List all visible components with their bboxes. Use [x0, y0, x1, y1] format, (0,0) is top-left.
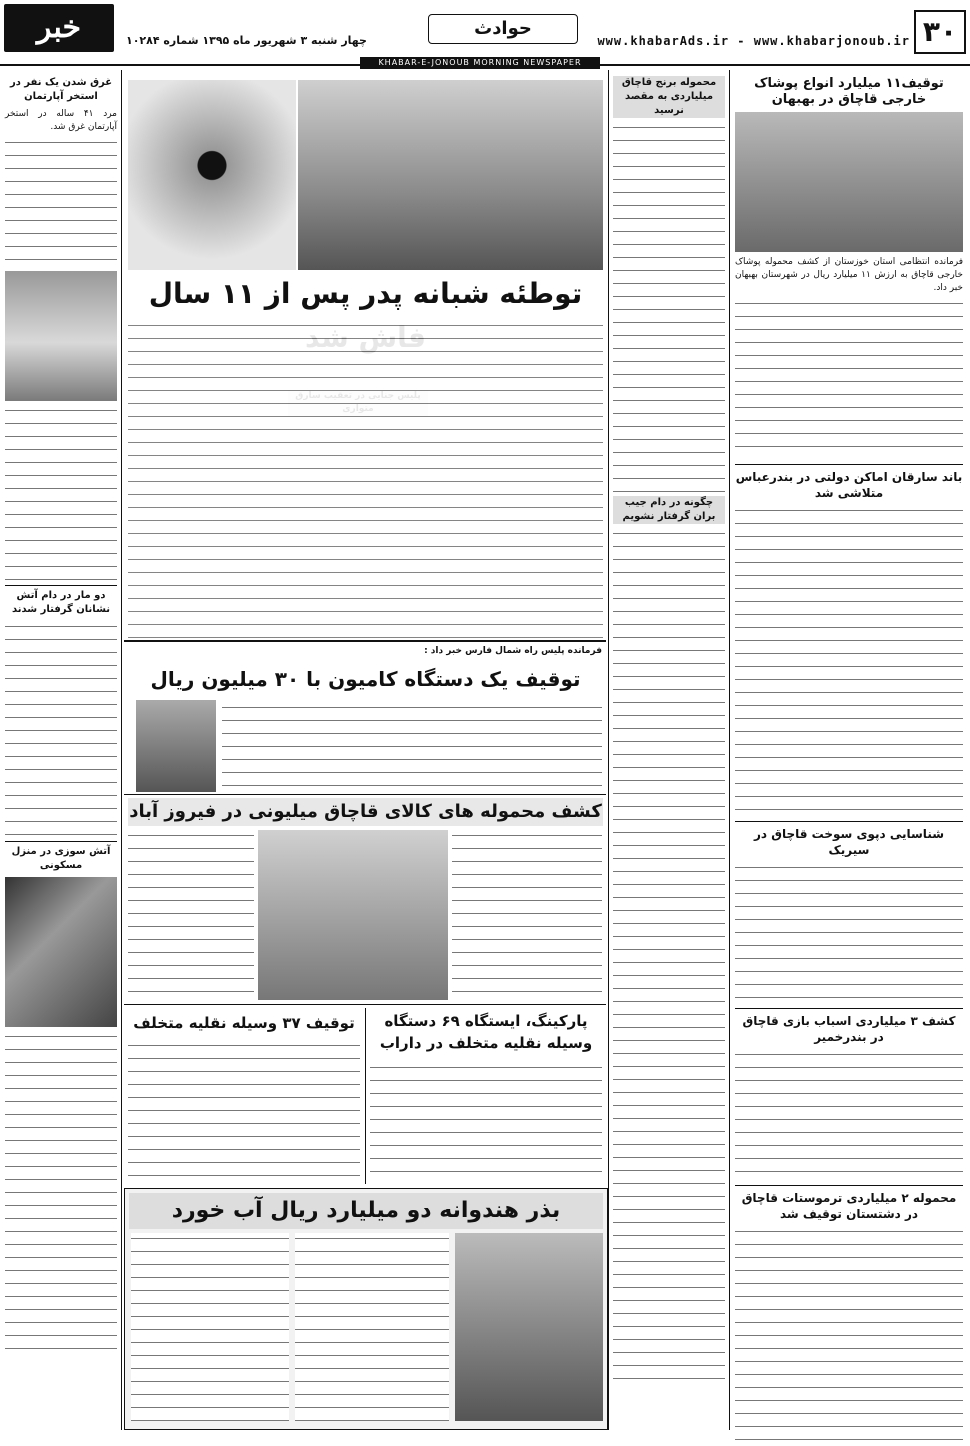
newspaper-subtitle: KHABAR-E-JONOUB MORNING NEWSPAPER [360, 57, 600, 69]
dateline: چهار شنبه ۳ شهریور ماه ۱۳۹۵ شماره ۱۰۲۸۴ [126, 34, 367, 47]
story5-title: محموله ۲ میلیاردی ترموستات قاچاق در دشتستان توقیف شد [735, 1185, 963, 1222]
suspects-photo [258, 830, 448, 1000]
main-text [128, 320, 603, 638]
section-divider [124, 640, 606, 642]
firuzabad-body-left [128, 830, 254, 1000]
story1-photo [735, 112, 963, 252]
left-title1: غرق شدن یک نفر در استخر آپارتمان [9, 77, 113, 102]
left-body1 [5, 137, 117, 267]
col2-body1 [613, 122, 725, 492]
column-divider [365, 1008, 366, 1184]
handcuff-photo [298, 80, 603, 270]
second-column [613, 76, 725, 1426]
watermelon-box [124, 1188, 608, 1430]
pool-photo [5, 271, 117, 401]
left-body1b [5, 405, 117, 585]
section-divider [124, 794, 606, 795]
column-divider [121, 70, 122, 1430]
watermelon-headline: بذر هندوانه دو میلیارد ریال آب خورد [129, 1193, 603, 1229]
col2-body2 [613, 528, 725, 1388]
story5-body [735, 1226, 963, 1446]
section-title: حوادث [428, 14, 578, 44]
left-body3 [5, 1031, 117, 1361]
left-lead1: مرد ۴۱ ساله در استخر آپارتمان غرق شد. [5, 109, 117, 132]
left-column [5, 76, 117, 1426]
fars-body [222, 702, 602, 792]
column-divider [729, 70, 730, 1430]
firuzabad-body-right [452, 830, 602, 1000]
police-commander-photo [136, 700, 216, 792]
watermelon-body-left [131, 1233, 289, 1421]
eghlid-body [128, 1040, 360, 1182]
story4-body [735, 1049, 963, 1179]
gun-photo [128, 80, 296, 270]
eghlid-headline: توقیف ۳۷ وسیله نقلیه متخلف [133, 1014, 355, 1032]
darab-headline: پارکینگ، ایستگاه ۶۹ دستگاه وسیله نقلیه متخلف در داراب [379, 1012, 593, 1052]
arrested-suspect-photo [455, 1233, 603, 1421]
fars-headline: توقیف یک دستگاه کامیون با ۳۰ میلیون ریال [150, 667, 581, 691]
col2-title1: محموله برنج قاچاق میلیاردی به مقصد نرسید [613, 76, 725, 118]
story2-body [735, 505, 963, 815]
site-url[interactable]: www.khabarAds.ir - www.khabarjonoub.ir [597, 34, 910, 48]
story1-body [735, 298, 963, 458]
masthead [0, 0, 970, 66]
story3-title: شناسایی دپوی سوخت قاچاق در سیریک [735, 821, 963, 858]
story2-title: باند سارقان اماکن دولتی در بندرعباس متلاشی شد [735, 464, 963, 501]
main-headline: توطئه شبانه پدر پس از ۱۱ سال [148, 277, 583, 310]
col2-title2: چگونه در دام جیب بران گرفتار نشویم [613, 496, 725, 524]
story3-body [735, 862, 963, 1002]
left-title3: آتش سوزی در منزل مسکونی [5, 841, 117, 873]
story1-title: توقیف۱۱ میلیارد انواع پوشاک خارجی قاچاق در بهبهان [754, 76, 944, 107]
firuzabad-headline: کشف محموله های کالای قاچاق میلیونی در فیروز آباد [128, 798, 603, 826]
newspaper-logo: خبر [4, 4, 114, 52]
story1-lead: فرمانده انتظامی استان خوزستان از کشف محموله پوشاک خارجی قاچاق به ارزش ۱۱ میلیارد ریال در شهرستان بهبهان خبر داد. [735, 257, 963, 293]
main-body [128, 320, 603, 638]
fars-label: فرمانده پلیس راه شمال فارس خبر داد : [424, 646, 602, 656]
fire-photo [5, 877, 117, 1027]
right-column [735, 76, 963, 1426]
left-title2: دو مار در دام آتش نشانان گرفتار شدند [5, 585, 117, 617]
watermelon-body-right [295, 1233, 449, 1421]
page-number: ۳۰ [914, 10, 966, 54]
section-divider [124, 1004, 606, 1005]
column-divider [608, 70, 609, 1430]
story4-title: کشف ۳ میلیاردی اسباب بازی قاچاق در بندرخمیر [735, 1008, 963, 1045]
darab-body [370, 1062, 602, 1182]
left-body2 [5, 621, 117, 841]
